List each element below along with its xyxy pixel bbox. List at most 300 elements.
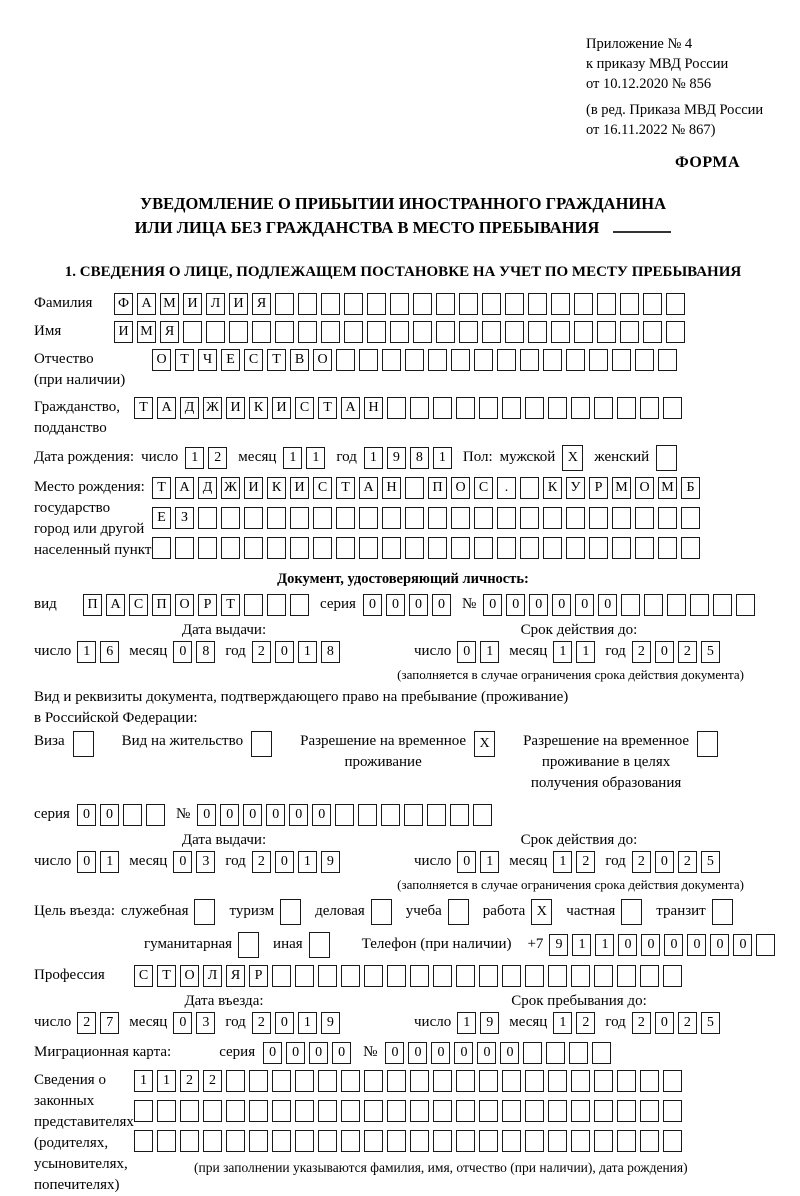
- char-box[interactable]: И: [244, 477, 263, 499]
- char-box[interactable]: [502, 1130, 521, 1152]
- char-box[interactable]: [594, 397, 613, 419]
- doc-type-boxes[interactable]: [83, 594, 313, 616]
- char-box[interactable]: [479, 1070, 498, 1092]
- char-box[interactable]: [428, 507, 447, 529]
- char-box[interactable]: 0: [655, 851, 674, 873]
- char-box[interactable]: [309, 932, 330, 958]
- purpose-study-checkbox[interactable]: [448, 899, 473, 925]
- char-box[interactable]: [244, 594, 263, 616]
- char-box[interactable]: [221, 537, 240, 559]
- char-box[interactable]: [427, 804, 446, 826]
- char-box[interactable]: 2: [203, 1070, 222, 1092]
- char-box[interactable]: [226, 1100, 245, 1122]
- char-box[interactable]: 9: [321, 851, 340, 873]
- char-box[interactable]: [157, 1100, 176, 1122]
- char-box[interactable]: [238, 932, 259, 958]
- identity-valid-day-boxes[interactable]: [457, 641, 503, 663]
- char-box[interactable]: [433, 1100, 452, 1122]
- char-box[interactable]: [450, 804, 469, 826]
- char-box[interactable]: 0: [332, 1042, 351, 1064]
- char-box[interactable]: [520, 349, 539, 371]
- char-box[interactable]: [525, 965, 544, 987]
- char-box[interactable]: [226, 1070, 245, 1092]
- char-box[interactable]: [482, 321, 501, 343]
- char-box[interactable]: 0: [552, 594, 571, 616]
- char-box[interactable]: 2: [77, 1012, 96, 1034]
- char-box[interactable]: В: [290, 349, 309, 371]
- char-box[interactable]: [387, 1100, 406, 1122]
- char-box[interactable]: И: [272, 397, 291, 419]
- char-box[interactable]: С: [244, 349, 263, 371]
- char-box[interactable]: 3: [196, 851, 215, 873]
- char-box[interactable]: Ж: [203, 397, 222, 419]
- char-box[interactable]: 2: [180, 1070, 199, 1092]
- char-box[interactable]: [290, 537, 309, 559]
- char-box[interactable]: [272, 1130, 291, 1152]
- char-box[interactable]: [479, 965, 498, 987]
- char-box[interactable]: [551, 321, 570, 343]
- given-name-boxes[interactable]: [114, 321, 689, 343]
- char-box[interactable]: [359, 349, 378, 371]
- char-box[interactable]: 0: [385, 1042, 404, 1064]
- char-box[interactable]: [321, 321, 340, 343]
- char-box[interactable]: 0: [457, 851, 476, 873]
- char-box[interactable]: 0: [431, 1042, 450, 1064]
- char-box[interactable]: [272, 965, 291, 987]
- residence-issue-day-boxes[interactable]: [77, 851, 123, 873]
- char-box[interactable]: [456, 1100, 475, 1122]
- char-box[interactable]: О: [180, 965, 199, 987]
- char-box[interactable]: [404, 804, 423, 826]
- sex-male-checkbox[interactable]: [562, 445, 587, 471]
- char-box[interactable]: П: [83, 594, 102, 616]
- char-box[interactable]: [502, 1100, 521, 1122]
- char-box[interactable]: [180, 1130, 199, 1152]
- char-box[interactable]: 1: [595, 934, 614, 956]
- char-box[interactable]: 0: [655, 1012, 674, 1034]
- char-box[interactable]: [335, 804, 354, 826]
- char-box[interactable]: 5: [701, 1012, 720, 1034]
- char-box[interactable]: [413, 321, 432, 343]
- char-box[interactable]: [479, 1100, 498, 1122]
- birthplace-line3-boxes[interactable]: [152, 537, 704, 559]
- char-box[interactable]: [448, 899, 469, 925]
- char-box[interactable]: [548, 1130, 567, 1152]
- char-box[interactable]: [525, 397, 544, 419]
- char-box[interactable]: 0: [286, 1042, 305, 1064]
- identity-issue-day-boxes[interactable]: [77, 641, 123, 663]
- char-box[interactable]: [249, 1130, 268, 1152]
- migration-number-boxes[interactable]: [385, 1042, 615, 1064]
- char-box[interactable]: [635, 349, 654, 371]
- char-box[interactable]: О: [635, 477, 654, 499]
- char-box[interactable]: 1: [553, 641, 572, 663]
- char-box[interactable]: [226, 1130, 245, 1152]
- char-box[interactable]: Д: [180, 397, 199, 419]
- char-box[interactable]: 0: [289, 804, 308, 826]
- char-box[interactable]: [456, 965, 475, 987]
- char-box[interactable]: [405, 477, 424, 499]
- char-box[interactable]: [364, 1070, 383, 1092]
- char-box[interactable]: 0: [506, 594, 525, 616]
- char-box[interactable]: 0: [266, 804, 285, 826]
- char-box[interactable]: [681, 537, 700, 559]
- char-box[interactable]: [410, 1130, 429, 1152]
- char-box[interactable]: [198, 537, 217, 559]
- residence-valid-year-boxes[interactable]: [632, 851, 724, 873]
- residence-valid-month-boxes[interactable]: [553, 851, 599, 873]
- char-box[interactable]: У: [566, 477, 585, 499]
- char-box[interactable]: Е: [221, 349, 240, 371]
- birthplace-line1-boxes[interactable]: [152, 477, 704, 499]
- char-box[interactable]: [643, 293, 662, 315]
- char-box[interactable]: Ж: [221, 477, 240, 499]
- char-box[interactable]: 2: [576, 851, 595, 873]
- char-box[interactable]: [497, 349, 516, 371]
- char-box[interactable]: 1: [457, 1012, 476, 1034]
- char-box[interactable]: 1: [576, 641, 595, 663]
- purpose-other-checkbox[interactable]: [309, 932, 334, 958]
- char-box[interactable]: О: [313, 349, 332, 371]
- char-box[interactable]: [344, 321, 363, 343]
- char-box[interactable]: [712, 899, 733, 925]
- char-box[interactable]: 7: [100, 1012, 119, 1034]
- char-box[interactable]: [620, 293, 639, 315]
- char-box[interactable]: [612, 507, 631, 529]
- char-box[interactable]: [341, 965, 360, 987]
- char-box[interactable]: З: [175, 507, 194, 529]
- residence-series-boxes[interactable]: [77, 804, 169, 826]
- char-box[interactable]: [428, 537, 447, 559]
- char-box[interactable]: [459, 293, 478, 315]
- char-box[interactable]: [433, 1130, 452, 1152]
- char-box[interactable]: [574, 293, 593, 315]
- char-box[interactable]: [413, 293, 432, 315]
- char-box[interactable]: [502, 965, 521, 987]
- char-box[interactable]: [497, 507, 516, 529]
- char-box[interactable]: [736, 594, 755, 616]
- char-box[interactable]: [566, 537, 585, 559]
- char-box[interactable]: X: [531, 899, 552, 925]
- char-box[interactable]: [617, 965, 636, 987]
- char-box[interactable]: [520, 537, 539, 559]
- char-box[interactable]: 9: [387, 447, 406, 469]
- char-box[interactable]: 0: [733, 934, 752, 956]
- char-box[interactable]: 0: [432, 594, 451, 616]
- char-box[interactable]: [73, 731, 94, 757]
- char-box[interactable]: [295, 965, 314, 987]
- char-box[interactable]: 0: [263, 1042, 282, 1064]
- char-box[interactable]: [267, 594, 286, 616]
- char-box[interactable]: [571, 1100, 590, 1122]
- char-box[interactable]: [640, 397, 659, 419]
- representatives-line1-boxes[interactable]: [134, 1070, 686, 1092]
- char-box[interactable]: [390, 321, 409, 343]
- char-box[interactable]: [621, 899, 642, 925]
- char-box[interactable]: Р: [249, 965, 268, 987]
- char-box[interactable]: И: [290, 477, 309, 499]
- char-box[interactable]: Т: [318, 397, 337, 419]
- char-box[interactable]: Л: [203, 965, 222, 987]
- char-box[interactable]: 0: [312, 804, 331, 826]
- char-box[interactable]: [275, 321, 294, 343]
- char-box[interactable]: [571, 397, 590, 419]
- char-box[interactable]: [597, 293, 616, 315]
- char-box[interactable]: [272, 1070, 291, 1092]
- char-box[interactable]: [371, 899, 392, 925]
- char-box[interactable]: [643, 321, 662, 343]
- purpose-tourism-checkbox[interactable]: [280, 899, 305, 925]
- char-box[interactable]: [589, 507, 608, 529]
- char-box[interactable]: Р: [589, 477, 608, 499]
- char-box[interactable]: [756, 934, 775, 956]
- char-box[interactable]: М: [137, 321, 156, 343]
- representatives-line2-boxes[interactable]: [134, 1100, 686, 1122]
- char-box[interactable]: [497, 537, 516, 559]
- char-box[interactable]: 0: [173, 1012, 192, 1034]
- char-box[interactable]: [620, 321, 639, 343]
- char-box[interactable]: [267, 537, 286, 559]
- char-box[interactable]: 8: [321, 641, 340, 663]
- char-box[interactable]: [382, 507, 401, 529]
- char-box[interactable]: [194, 899, 215, 925]
- char-box[interactable]: [146, 804, 165, 826]
- char-box[interactable]: 1: [77, 641, 96, 663]
- char-box[interactable]: 1: [553, 851, 572, 873]
- char-box[interactable]: [295, 1100, 314, 1122]
- char-box[interactable]: 1: [157, 1070, 176, 1092]
- char-box[interactable]: [367, 321, 386, 343]
- char-box[interactable]: [640, 1130, 659, 1152]
- char-box[interactable]: Т: [267, 349, 286, 371]
- char-box[interactable]: [474, 507, 493, 529]
- char-box[interactable]: 0: [483, 594, 502, 616]
- entry-month-boxes[interactable]: [173, 1012, 219, 1034]
- char-box[interactable]: 9: [549, 934, 568, 956]
- residence-valid-day-boxes[interactable]: [457, 851, 503, 873]
- char-box[interactable]: 0: [77, 804, 96, 826]
- char-box[interactable]: [387, 397, 406, 419]
- char-box[interactable]: Т: [134, 397, 153, 419]
- char-box[interactable]: [681, 507, 700, 529]
- char-box[interactable]: [318, 1070, 337, 1092]
- phone-boxes[interactable]: [549, 934, 779, 956]
- char-box[interactable]: С: [474, 477, 493, 499]
- char-box[interactable]: [341, 1130, 360, 1152]
- char-box[interactable]: [473, 804, 492, 826]
- char-box[interactable]: 0: [275, 641, 294, 663]
- char-box[interactable]: [663, 397, 682, 419]
- char-box[interactable]: Д: [198, 477, 217, 499]
- char-box[interactable]: [267, 507, 286, 529]
- char-box[interactable]: [548, 397, 567, 419]
- char-box[interactable]: [663, 1070, 682, 1092]
- char-box[interactable]: [474, 537, 493, 559]
- char-box[interactable]: [566, 349, 585, 371]
- char-box[interactable]: Т: [175, 349, 194, 371]
- char-box[interactable]: [658, 349, 677, 371]
- char-box[interactable]: Я: [160, 321, 179, 343]
- char-box[interactable]: А: [157, 397, 176, 419]
- char-box[interactable]: 0: [618, 934, 637, 956]
- char-box[interactable]: М: [612, 477, 631, 499]
- birth-year-boxes[interactable]: [364, 447, 456, 469]
- temp-residence-checkbox[interactable]: [474, 731, 499, 757]
- char-box[interactable]: 8: [410, 447, 429, 469]
- char-box[interactable]: 1: [298, 1012, 317, 1034]
- purpose-business-checkbox[interactable]: [371, 899, 396, 925]
- char-box[interactable]: 0: [687, 934, 706, 956]
- char-box[interactable]: [482, 293, 501, 315]
- char-box[interactable]: 1: [433, 447, 452, 469]
- residence-issue-month-boxes[interactable]: [173, 851, 219, 873]
- char-box[interactable]: [594, 1100, 613, 1122]
- char-box[interactable]: [252, 321, 271, 343]
- char-box[interactable]: С: [313, 477, 332, 499]
- birth-day-boxes[interactable]: [185, 447, 231, 469]
- char-box[interactable]: [635, 537, 654, 559]
- char-box[interactable]: [405, 507, 424, 529]
- char-box[interactable]: С: [129, 594, 148, 616]
- char-box[interactable]: [548, 965, 567, 987]
- char-box[interactable]: 1: [480, 851, 499, 873]
- purpose-humanitarian-checkbox[interactable]: [238, 932, 263, 958]
- char-box[interactable]: [364, 965, 383, 987]
- char-box[interactable]: 0: [275, 1012, 294, 1034]
- char-box[interactable]: [313, 537, 332, 559]
- char-box[interactable]: [640, 965, 659, 987]
- char-box[interactable]: [336, 349, 355, 371]
- char-box[interactable]: С: [295, 397, 314, 419]
- patronymic-boxes[interactable]: [152, 349, 681, 371]
- char-box[interactable]: [571, 965, 590, 987]
- char-box[interactable]: [358, 804, 377, 826]
- identity-issue-year-boxes[interactable]: [252, 641, 344, 663]
- char-box[interactable]: [295, 1130, 314, 1152]
- char-box[interactable]: [617, 1130, 636, 1152]
- char-box[interactable]: [459, 321, 478, 343]
- char-box[interactable]: [551, 293, 570, 315]
- char-box[interactable]: [594, 965, 613, 987]
- char-box[interactable]: [251, 731, 272, 757]
- char-box[interactable]: [390, 293, 409, 315]
- char-box[interactable]: [505, 293, 524, 315]
- char-box[interactable]: [713, 594, 732, 616]
- char-box[interactable]: 0: [477, 1042, 496, 1064]
- char-box[interactable]: 2: [678, 1012, 697, 1034]
- char-box[interactable]: 0: [100, 804, 119, 826]
- char-box[interactable]: [134, 1100, 153, 1122]
- char-box[interactable]: 0: [243, 804, 262, 826]
- char-box[interactable]: [617, 1100, 636, 1122]
- char-box[interactable]: [505, 321, 524, 343]
- char-box[interactable]: [589, 537, 608, 559]
- char-box[interactable]: [589, 349, 608, 371]
- char-box[interactable]: 0: [77, 851, 96, 873]
- char-box[interactable]: К: [543, 477, 562, 499]
- char-box[interactable]: 0: [386, 594, 405, 616]
- char-box[interactable]: [344, 293, 363, 315]
- char-box[interactable]: [451, 537, 470, 559]
- stay-day-boxes[interactable]: [457, 1012, 503, 1034]
- char-box[interactable]: [525, 1130, 544, 1152]
- char-box[interactable]: [640, 1100, 659, 1122]
- citizenship-boxes[interactable]: [134, 397, 686, 419]
- char-box[interactable]: М: [658, 477, 677, 499]
- temp-residence-education-checkbox[interactable]: [697, 731, 722, 757]
- char-box[interactable]: 0: [275, 851, 294, 873]
- char-box[interactable]: [520, 477, 539, 499]
- char-box[interactable]: [663, 965, 682, 987]
- char-box[interactable]: [635, 507, 654, 529]
- char-box[interactable]: 2: [252, 851, 271, 873]
- char-box[interactable]: [341, 1070, 360, 1092]
- char-box[interactable]: 8: [196, 641, 215, 663]
- stay-year-boxes[interactable]: [632, 1012, 724, 1034]
- char-box[interactable]: Т: [221, 594, 240, 616]
- char-box[interactable]: [198, 507, 217, 529]
- char-box[interactable]: [229, 321, 248, 343]
- char-box[interactable]: [502, 397, 521, 419]
- char-box[interactable]: [410, 1070, 429, 1092]
- char-box[interactable]: 1: [185, 447, 204, 469]
- char-box[interactable]: [574, 321, 593, 343]
- char-box[interactable]: 0: [575, 594, 594, 616]
- char-box[interactable]: [543, 349, 562, 371]
- char-box[interactable]: [290, 594, 309, 616]
- char-box[interactable]: [180, 1100, 199, 1122]
- char-box[interactable]: О: [152, 349, 171, 371]
- stay-month-boxes[interactable]: [553, 1012, 599, 1034]
- char-box[interactable]: [272, 1100, 291, 1122]
- char-box[interactable]: П: [152, 594, 171, 616]
- char-box[interactable]: [313, 507, 332, 529]
- char-box[interactable]: [548, 1100, 567, 1122]
- char-box[interactable]: Е: [152, 507, 171, 529]
- char-box[interactable]: [410, 1100, 429, 1122]
- char-box[interactable]: [456, 1130, 475, 1152]
- char-box[interactable]: 5: [701, 641, 720, 663]
- char-box[interactable]: Т: [336, 477, 355, 499]
- char-box[interactable]: [364, 1130, 383, 1152]
- char-box[interactable]: 1: [306, 447, 325, 469]
- char-box[interactable]: 1: [283, 447, 302, 469]
- char-box[interactable]: И: [229, 293, 248, 315]
- char-box[interactable]: 0: [655, 641, 674, 663]
- char-box[interactable]: [364, 1100, 383, 1122]
- residence-issue-year-boxes[interactable]: [252, 851, 344, 873]
- char-box[interactable]: [341, 1100, 360, 1122]
- purpose-official-checkbox[interactable]: [194, 899, 219, 925]
- char-box[interactable]: [336, 507, 355, 529]
- char-box[interactable]: X: [562, 445, 583, 471]
- char-box[interactable]: [436, 293, 455, 315]
- char-box[interactable]: [666, 321, 685, 343]
- char-box[interactable]: 1: [480, 641, 499, 663]
- char-box[interactable]: 2: [252, 641, 271, 663]
- purpose-private-checkbox[interactable]: [621, 899, 646, 925]
- char-box[interactable]: [451, 349, 470, 371]
- char-box[interactable]: [367, 293, 386, 315]
- char-box[interactable]: [656, 445, 677, 471]
- char-box[interactable]: 2: [576, 1012, 595, 1034]
- char-box[interactable]: Н: [364, 397, 383, 419]
- char-box[interactable]: [690, 594, 709, 616]
- char-box[interactable]: [183, 321, 202, 343]
- char-box[interactable]: [295, 1070, 314, 1092]
- char-box[interactable]: А: [359, 477, 378, 499]
- char-box[interactable]: И: [226, 397, 245, 419]
